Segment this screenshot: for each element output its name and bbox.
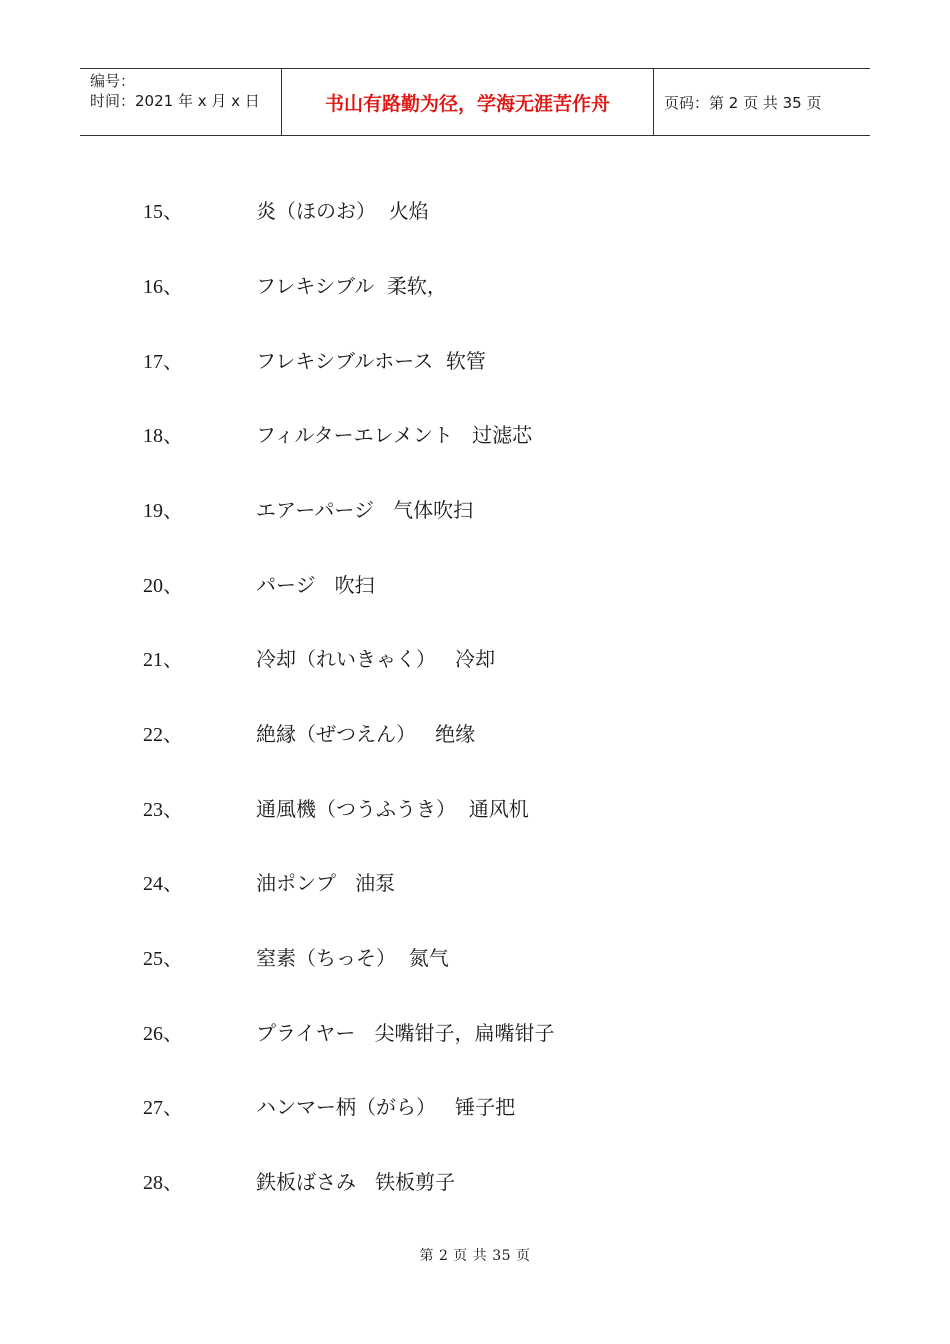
entry-term: 絶縁（ぜつえん） 绝缘 — [256, 721, 476, 746]
vocab-entry — [0, 339, 950, 379]
entry-term: 冷却（れいきゃく） 冷却 — [256, 646, 496, 671]
entry-term: フィルターエレメント 过滤芯 — [256, 422, 533, 447]
entry-term: 窒素（ちっそ） 氮气 — [256, 945, 449, 970]
vocab-entry — [0, 413, 950, 453]
entry-term: エアーパージ 气体吹扫 — [256, 497, 474, 522]
entry-term: プライヤー 尖嘴钳子，扁嘴钳子 — [256, 1020, 555, 1045]
header-meta — [80, 69, 282, 135]
entry-term: 通風機（つうふうき） 通风机 — [256, 796, 529, 821]
vocab-entry — [0, 712, 950, 752]
entry-term: フレキシブルホース 软管 — [256, 348, 486, 373]
vocab-entry — [0, 637, 950, 677]
entry-number: 20、 — [143, 574, 183, 597]
entry-number: 21、 — [143, 648, 183, 671]
vocab-entry — [0, 936, 950, 976]
vocab-entry — [0, 264, 950, 304]
entry-number: 26、 — [143, 1022, 183, 1045]
entry-number: 17、 — [143, 350, 183, 373]
entry-term: 炎（ほのお） 火焰 — [256, 198, 429, 223]
entry-term: 鉄板ばさみ 铁板剪子 — [256, 1169, 456, 1194]
entry-term: ハンマー柄（がら） 锤子把 — [256, 1094, 516, 1119]
entry-number: 28、 — [143, 1171, 183, 1194]
entry-number: 22、 — [143, 723, 183, 746]
document-time-label: 时间：2021 年 x 月 x 日 — [90, 92, 260, 110]
header-motto: 书山有路勤为径，学海无涯苦作舟 — [282, 69, 654, 135]
entry-number: 19、 — [143, 499, 183, 522]
vocab-entry — [0, 1085, 950, 1125]
vocab-entry — [0, 563, 950, 603]
vocab-entry — [0, 861, 950, 901]
page-footer: 第 2 页 共 35 页 — [419, 1248, 531, 1264]
entry-number: 27、 — [143, 1096, 183, 1119]
entry-number: 23、 — [143, 798, 183, 821]
entry-term: フレキシブル 柔软， — [256, 273, 447, 298]
entry-number: 25、 — [143, 947, 183, 970]
entry-number: 15、 — [143, 200, 183, 223]
vocab-entry — [0, 787, 950, 827]
vocab-entry — [0, 1160, 950, 1200]
header-page-number: 页码：第 2 页 共 35 页 — [664, 93, 822, 112]
page-header — [80, 68, 870, 136]
document-number-label: 编号： — [90, 72, 136, 90]
vocab-entry — [0, 1011, 950, 1051]
entry-term: パージ 吹扫 — [256, 572, 375, 597]
entry-number: 18、 — [143, 424, 183, 447]
entry-number: 24、 — [143, 872, 183, 895]
vocab-entry — [0, 488, 950, 528]
entry-number: 16、 — [143, 275, 183, 298]
vocab-entry — [0, 189, 950, 229]
entry-term: 油ポンプ 油泵 — [256, 870, 396, 895]
